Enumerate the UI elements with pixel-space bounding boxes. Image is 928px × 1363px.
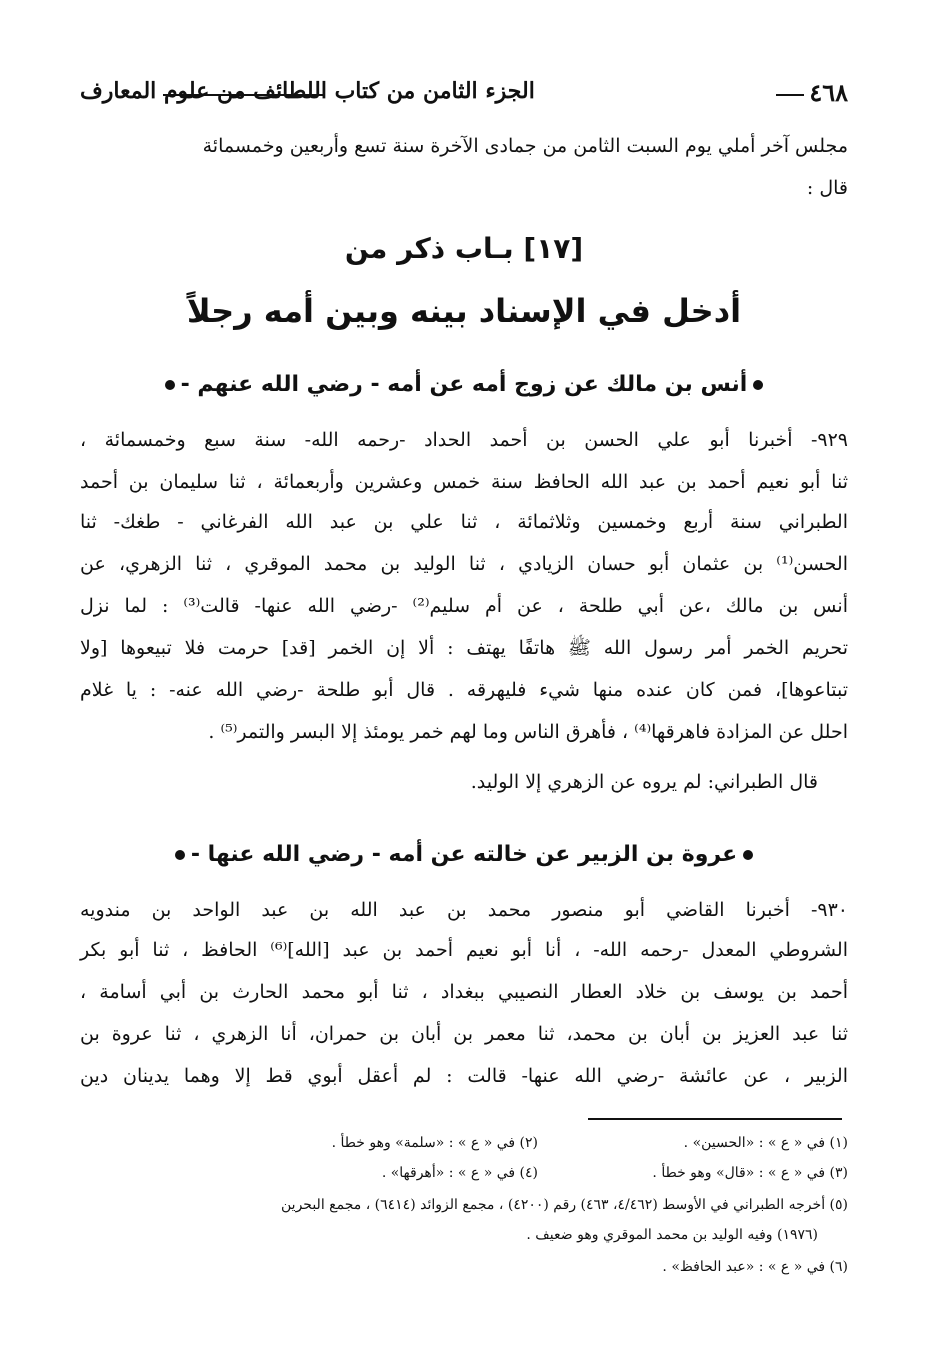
chapter-title-line-1: [١٧] بـاب ذكر من: [344, 232, 584, 265]
section-heading-1-text: أنس بن مالك عن زوج أمه عن أمه - رضي الله عنهم -: [180, 372, 748, 397]
footnote-rule: [588, 1118, 842, 1120]
footnote-5-continued: (١٩٧٦) وفيه الوليد بن محمد الموقري وهو ضعيف .: [526, 1227, 818, 1243]
section-heading-2-text: عروة بن الزبير عن خالته عن أمه - رضي الله عنها -: [190, 842, 738, 867]
bullet-icon: [753, 380, 763, 390]
footnote-4: (٤) في « ع » : «أهرقها» .: [381, 1165, 538, 1181]
text-line: ثنا أبو نعيم أحمد بن عبد الله الحافظ سنة خمس وعشرين وأربعمائة ، ثنا سليمان بن أحمد: [80, 471, 848, 493]
section-heading-2: [0, 842, 928, 867]
page-number: ٤٦٨: [809, 78, 848, 107]
section-heading-1: [0, 372, 928, 397]
tabarani-note: قال الطبراني: لم يروه عن الزهري إلا الوليد.: [470, 771, 818, 793]
bullet-icon: [175, 850, 185, 860]
text-line: تبتاعوها]، فمن كان عنده منها شيء فليهرقه . قال أبو طلحة -رضي الله عنه- : يا غلام: [80, 679, 848, 701]
page-header: [80, 72, 848, 112]
chapter-title-line-2: أدخل في الإسناد بينه وبين أمه رجلاً: [186, 292, 742, 330]
text-line: ٩٢٩- أخبرنا أبو علي الحسن بن أحمد الحداد -رحمه الله- سنة سبع وخمسمائة ،: [80, 429, 849, 451]
text-line: ٩٣٠- أخبرنا القاضي أبو منصور محمد بن عبد الله بن عبد الواحد بن مندويه: [80, 899, 848, 921]
footnote-5: (٥) أخرجه الطبراني في الأوسط (٤/٤٦٢، ٤٦٣) رقم (٤٢٠٠) ، مجمع الزوائد (٦٤١٤) ، مجمع البحرين: [281, 1197, 848, 1213]
bullet-icon: [165, 380, 175, 390]
footnote-2: (٢) في « ع » : «سلمة» وهو خطأ .: [331, 1135, 538, 1151]
header-rule-short: [776, 94, 804, 96]
footnote-3: (٣) في « ع » : «قال» وهو خطأ .: [652, 1165, 848, 1181]
text-line: الطبراني سنة أربع وخمسين وثلاثمائة ، ثنا علي بن عبد الله الفرغاني - طغك- ثنا: [80, 511, 848, 533]
text-line: الزبير ، عن عائشة -رضي الله عنها- قالت : لم أعقل أبوي قط إلا وهما يدينان دين: [80, 1065, 848, 1087]
text-line: الشروطي المعدل -رحمه الله- ، أنا أبو نعيم أحمد بن عبد [الله]⁽⁶⁾ الحافظ ، ثنا أبو بكر: [80, 939, 848, 961]
footnote-6: (٦) في « ع » : «عبد الحافظ» .: [662, 1259, 848, 1275]
intro-line-2: قال :: [806, 177, 848, 199]
intro-line-1: مجلس آخر أملي يوم السبت الثامن من جمادى الآخرة سنة تسع وأربعين وخمسمائة: [202, 135, 848, 157]
bullet-icon: [743, 850, 753, 860]
footnote-1: (١) في « ع » : «الحسين» .: [683, 1135, 848, 1151]
text-line: تحريم الخمر أمر رسول الله ﷺ هاتفًا يهتف : ألا إن الخمر [قد] حرمت فلا تبيعوها [ولا: [80, 637, 848, 659]
text-line: الحسن⁽¹⁾ بن عثمان أبو حسان الزيادي ، ثنا الوليد بن محمد الموقري ، ثنا الزهري، عن: [80, 553, 848, 575]
text-line: أحمد بن يوسف بن خلاد العطار النصيبي ببغداد ، ثنا أبو محمد الحارث بن أبي أسامة ،: [80, 981, 848, 1003]
text-line: ثنا عبد العزيز بن أبان بن محمد، ثنا معمر بن أبان بن حمران، أنا الزهري ، ثنا عروة بن: [80, 1023, 848, 1045]
running-title: الجزء الثامن من كتاب اللطائف من علوم المعارف: [80, 78, 535, 104]
text-line: أنس بن مالك ،عن أبي طلحة ، عن أم سليم⁽²⁾ -رضي الله عنها- قالت⁽³⁾ : لما نزل: [80, 595, 848, 617]
text-line: احلل عن المزادة فاهرقها⁽⁴⁾ ، فأهرق الناس وما لهم خمر يومئذ إلا البسر والتمر⁽⁵⁾ .: [208, 721, 848, 743]
